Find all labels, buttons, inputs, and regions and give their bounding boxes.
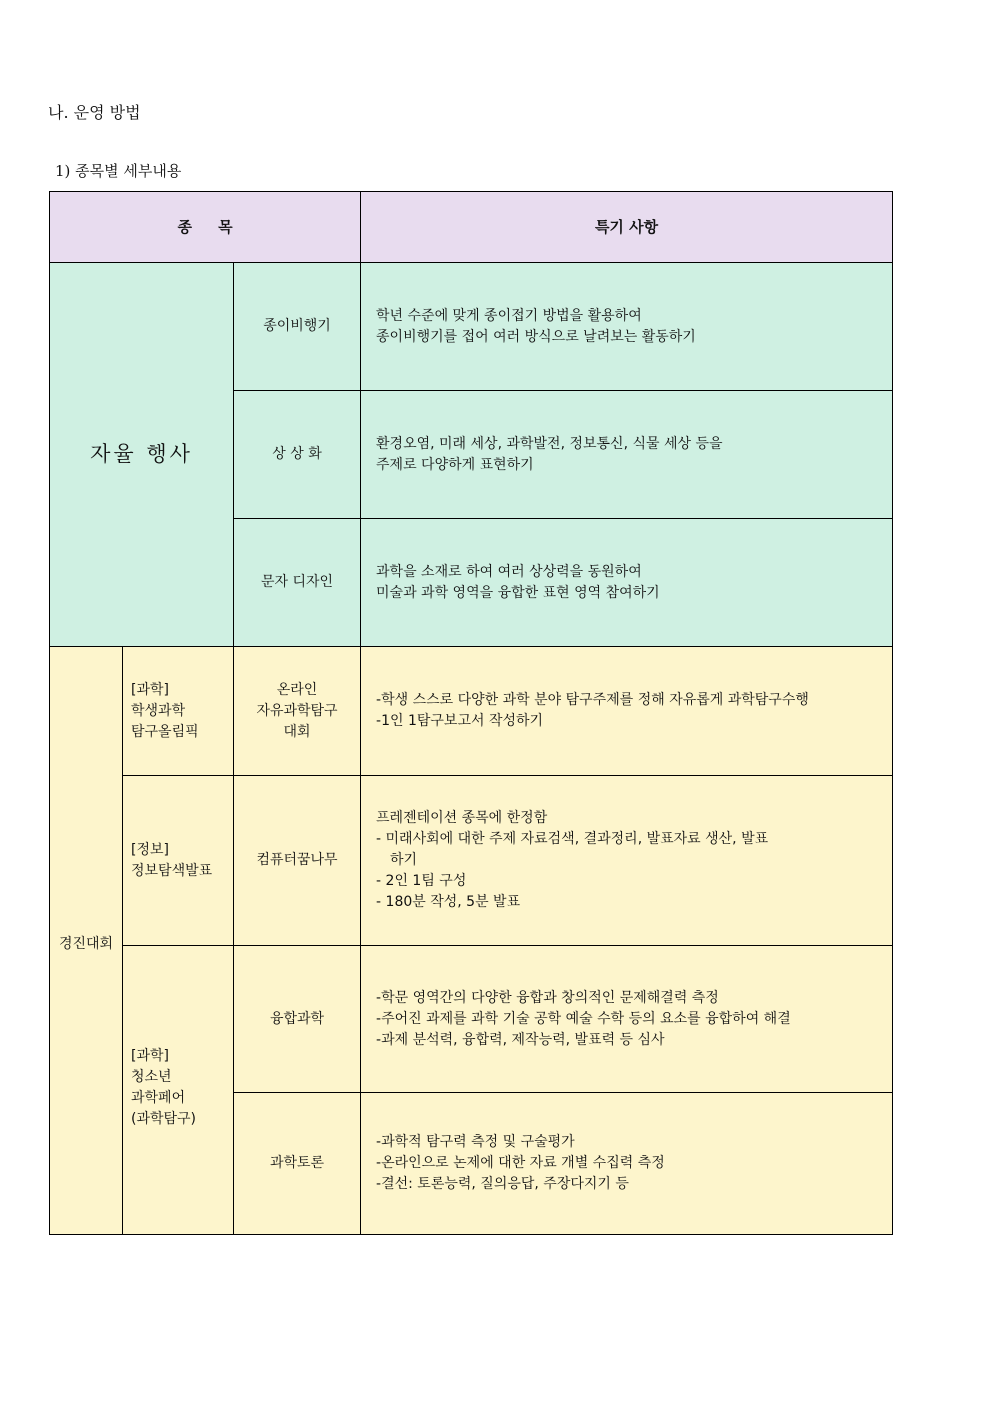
group-competition: 경진대회 <box>50 647 123 1235</box>
subgroup-name: [정보] 정보탐색발표 <box>123 776 234 946</box>
subsection-heading: 1) 종목별 세부내용 <box>55 162 182 180</box>
event-name: 컴퓨터꿈나무 <box>234 776 361 946</box>
event-name: 융합과학 <box>234 946 361 1093</box>
subgroup-name: [과학] 학생과학 탐구올림픽 <box>123 647 234 776</box>
event-details: -학생 스스로 다양한 과학 분야 탐구주제를 정해 자유롭게 과학탐구수행 -1인 1탐구보고서 작성하기 <box>361 647 893 776</box>
event-details: 프레젠테이션 종목에 한정함 - 미래사회에 대한 주제 자료검색, 결과정리, 발표자료 생산, 발표 하기 - 2인 1팀 구성 - 180분 작성, 5분 발표 <box>361 776 893 946</box>
category-header: 종 목 <box>50 192 361 263</box>
table-row <box>50 946 893 1093</box>
table-row <box>50 776 893 946</box>
table-header-row <box>50 192 893 263</box>
event-detail-table <box>49 191 893 1235</box>
notes-header: 특기 사항 <box>361 192 893 263</box>
table-row <box>50 263 893 391</box>
event-details: 환경오염, 미래 세상, 과학발전, 정보통신, 식물 세상 등을 주제로 다양하게 표현하기 <box>361 391 893 519</box>
event-name: 상 상 화 <box>234 391 361 519</box>
subgroup-name: [과학] 청소년 과학페어 (과학탐구) <box>123 946 234 1235</box>
event-details: 과학을 소재로 하여 여러 상상력을 동원하여 미술과 과학 영역을 융합한 표현 영역 참여하기 <box>361 519 893 647</box>
event-name: 종이비행기 <box>234 263 361 391</box>
section-heading: 나. 운영 방법 <box>48 103 141 122</box>
event-details: -과학적 탐구력 측정 및 구술평가 -온라인으로 논제에 대한 자료 개별 수집력 측정 -결선: 토론능력, 질의응답, 주장다지기 등 <box>361 1093 893 1235</box>
event-details: 학년 수준에 맞게 종이접기 방법을 활용하여 종이비행기를 접어 여러 방식으로 날려보는 활동하기 <box>361 263 893 391</box>
event-details: -학문 영역간의 다양한 융합과 창의적인 문제해결력 측정 -주어진 과제를 과학 기술 공학 예술 수학 등의 요소를 융합하여 해결 -과제 분석력, 융합력, 제작능력, 발표력 등 심사 <box>361 946 893 1093</box>
event-name: 문자 디자인 <box>234 519 361 647</box>
event-name: 온라인 자유과학탐구 대회 <box>234 647 361 776</box>
group-autonomous-events: 자율 행사 <box>50 263 234 647</box>
event-name: 과학토론 <box>234 1093 361 1235</box>
table-row <box>50 647 893 776</box>
